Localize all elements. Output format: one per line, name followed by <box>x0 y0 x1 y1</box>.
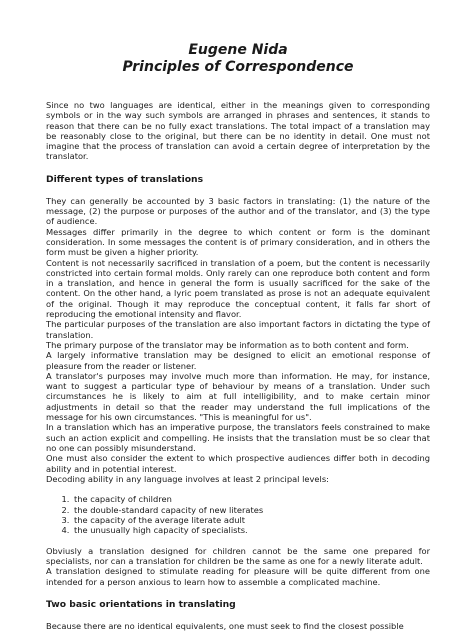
paragraph: A translation designed to stimulate reading for pleasure will be quite different from one intended for a person anxious to learn how to assemble a complicated machine. <box>46 566 430 587</box>
paragraph: In a translation which has an imperative purpose, the translators feels constrained to make such an action explicit and compelling. He insists that the translation must be so clear that no one can possibly misunderstand. <box>46 422 430 453</box>
list-item: 3. the capacity of the average literate adult <box>72 515 430 525</box>
decoding-levels-list <box>46 494 430 536</box>
paragraph: Messages differ primarily in the degree to which content or form is the dominant consideration. In some messages the content is of primary consideration, and in others the form must be given a higher priority. <box>46 226 430 258</box>
paragraph: Because there are no identical equivalents, one must seek to find the closest possible <box>46 620 404 631</box>
paragraph: Content is not necessarily sacrificed in translation of a poem, but the content is necessarily constricted into certain formal molds. Only rarely can one reproduce both content and form in a translation, and hence in general the form is usually sacrificed for the sake of the content. On the other hand, a lyric poem translated as prose is not an adequate equivalent of the original. Though it may reproduce the conceptual content, it falls far short of reproducing the emotional intensity and flavor. <box>46 257 430 320</box>
paragraph: A largely informative translation may be designed to elicit an emotional response of pleasure from the reader or listener. <box>46 350 430 371</box>
document-page <box>46 42 430 631</box>
paragraph: The particular purposes of the translation are also important factors in dictating the type of translation. <box>46 319 430 340</box>
list-item: 4. the unusually high capacity of specialists. <box>72 525 430 535</box>
document-author: Eugene Nida <box>188 42 288 58</box>
paragraph: Decoding ability in any language involves at least 2 principal levels: <box>46 473 329 484</box>
paragraph: They can generally be accounted by 3 basic factors in translating: (1) the nature of the message, (2) the purpose or purposes of the author and of the translator, and (3) the type of audience. <box>46 195 430 227</box>
intro-paragraph: Since no two languages are identical, either in the meanings given to corresponding symbols or in the way such symbols are arranged in phrases and sentences, it stands to reason that there can be no fully exact translations. The total impact of a translation may be reasonably close to the original, but there can be no identity in detail. One must not imagine that the process of translation can avoid a certain degree of interpretation by the translator. <box>46 100 430 162</box>
list-item: 2. the double-standard capacity of new literates <box>72 505 430 515</box>
section-heading-types: Different types of translations <box>46 173 204 185</box>
list-item: 1. the capacity of children <box>72 494 430 504</box>
paragraph: One must also consider the extent to which prospective audiences differ both in decoding ability and in potential interest. <box>46 453 430 474</box>
section-heading-orientations: Two basic orientations in translating <box>46 598 236 610</box>
paragraph: A translator's purposes may involve much more than information. He may, for instance, want to suggest a particular type of behaviour by means of a translation. Under such circumstances he is likely to aim at full intelligibility, and to make certain minor adjustments in detail so that the reader may understand the full implications of the message for his own circumstances. "This is meaningful for us". <box>46 370 430 423</box>
paragraph: The primary purpose of the translator may be information as to both content and form. <box>46 339 409 350</box>
document-title: Principles of Correspondence <box>122 59 354 75</box>
paragraph: Obviusly a translation designed for children cannot be the same one prepared for specialists, nor can a translation for children be the same as one for a newly literate adult. <box>46 545 430 567</box>
